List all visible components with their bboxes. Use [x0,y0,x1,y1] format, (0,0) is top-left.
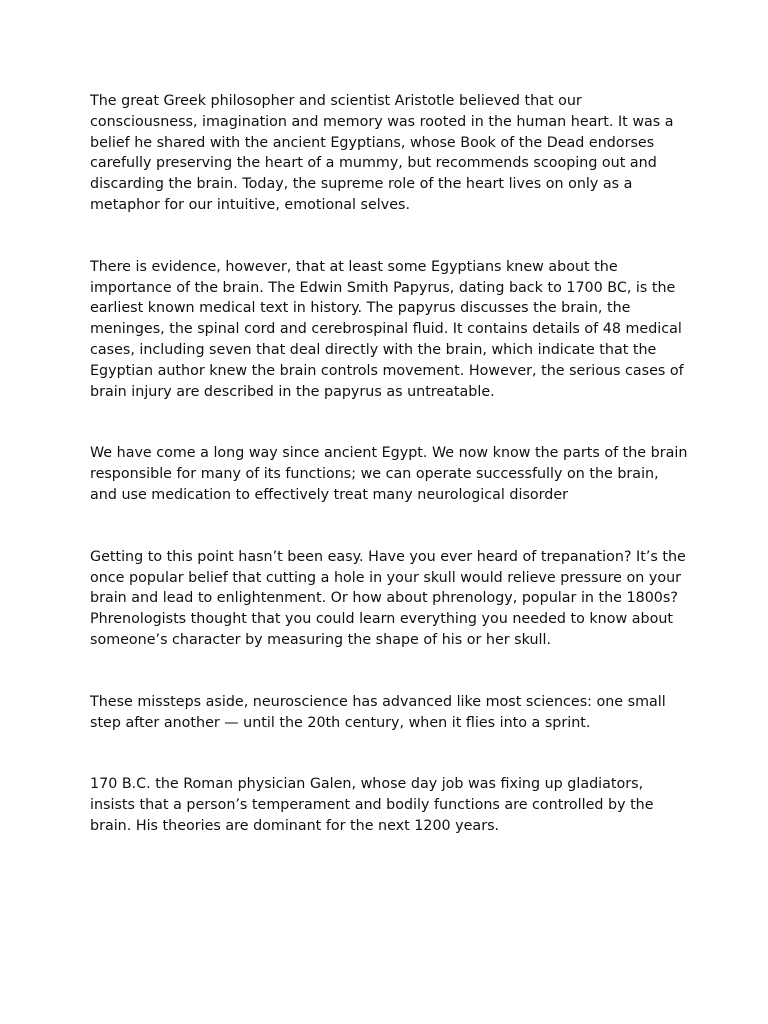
paragraph-edwin-smith-papyrus: There is evidence, however, that at least some Egyptians knew about the importance of the brain. The Edwin Smith Papyrus, dating back to 1700 BC, is the earliest known medical text in history. The papyrus discusses the brain, the meninges, the spinal cord and cerebrospinal fluid. It contains details of 48 medical cases, including seven that deal directly with the brain, which indicate that the Egyptian author knew the brain controls movement. However, the serious cases of brain injury are described in the papyrus as untreatable. [90,258,684,400]
paragraph-galen: 170 B.C. the Roman physician Galen, whose day job was fixing up gladiators, insists that a person’s temperament and bodily functions are controlled by the brain. His theories are dominant for the next 1200 years. [90,776,654,834]
paragraph-neuroscience-advance: These missteps aside, neuroscience has advanced like most sciences: one small step after another — until the 20th century, when it flies into a sprint. [90,693,666,731]
paragraph-trepanation-phrenology: Getting to this point hasn’t been easy. Have you ever heard of trepanation? It’s the once popular belief that cutting a hole in your skull would relieve pressure on your brain and lead to enlightenment. Or how about phrenology, popular in the 1800s? Phrenologists thought that you could learn everything you needed to know about someone’s character by measuring the shape of his or her skull. [90,548,686,648]
paragraph-aristotle-heart: The great Greek philosopher and scientist Aristotle believed that our consciousness, imagination and memory was rooted in the human heart. It was a belief he shared with the ancient Egyptians, whose Book of the Dead endorses carefully preserving the heart of a mummy, but recommends scooping out and discarding the brain. Today, the supreme role of the heart lives on only as a metaphor for our intuitive, emotional selves. [90,93,674,213]
document-body [90,91,690,837]
paragraph-modern-knowledge: We have come a long way since ancient Egypt. We now know the parts of the brain responsible for many of its functions; we can operate successfully on the brain, and use medication to effectively treat many neurological disorder [90,445,688,503]
